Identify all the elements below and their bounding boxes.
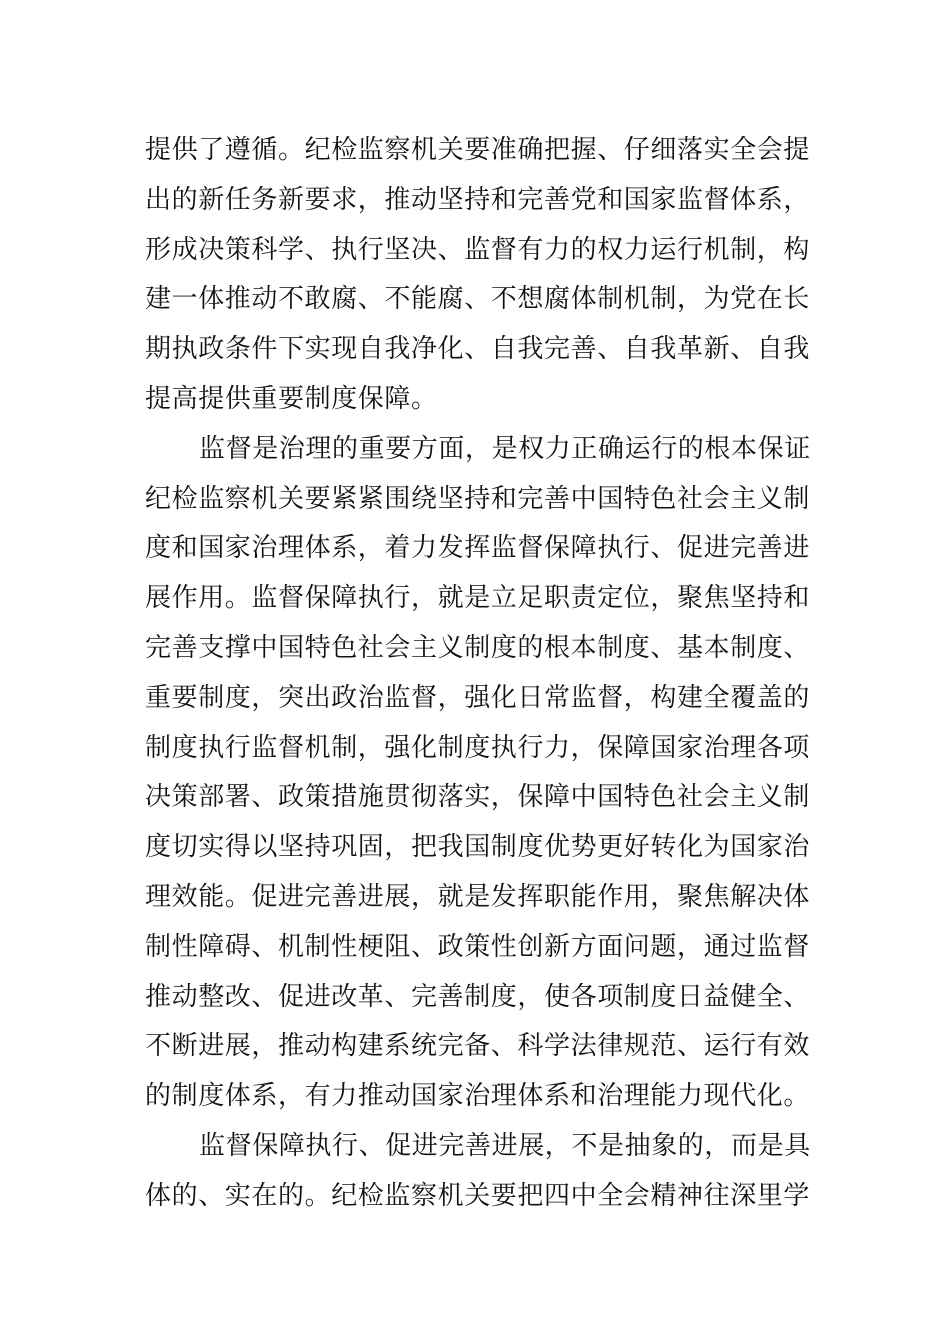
text-line: 形成决策科学、执行坚决、监督有力的权力运行机制，构 — [145, 234, 811, 265]
document-page — [145, 126, 810, 1222]
text-line: 度切实得以坚持巩固，把我国制度优势更好转化为国家治 — [145, 832, 811, 863]
text-line: 提供了遵循。纪检监察机关要准确把握、仔细落实全会提 — [145, 135, 811, 165]
text-line: 不断进展，推动构建系统完备、科学法律规范、运行有效 — [145, 1031, 811, 1062]
text-line: 期执政条件下实现自我净化、自我完善、自我革新、自我 — [145, 334, 811, 365]
paragraph — [145, 1122, 810, 1222]
text-line: 推动整改、促进改革、完善制度，使各项制度日益健全、 — [145, 981, 811, 1012]
text-line: 制度执行监督机制，强化制度执行力，保障国家治理各项 — [145, 732, 811, 763]
text-line: 制性障碍、机制性梗阻、政策性创新方面问题，通过监督 — [145, 931, 811, 962]
text-line: 出的新任务新要求，推动坚持和完善党和国家监督体系， — [145, 184, 811, 215]
paragraph — [145, 126, 810, 425]
text-line: 监督是治理的重要方面，是权力正确运行的根本保证 — [199, 433, 811, 464]
text-line: 决策部署、政策措施贯彻落实，保障中国特色社会主义制 — [145, 782, 811, 813]
text-line: 体的、实在的。纪检监察机关要把四中全会精神往深里学 — [145, 1180, 811, 1211]
text-line: 的制度体系，有力推动国家治理体系和治理能力现代化。 — [145, 1081, 811, 1112]
text-line: 提高提供重要制度保障。 — [145, 383, 438, 414]
text-line: 建一体推动不敢腐、不能腐、不想腐体制机制，为党在长 — [145, 284, 811, 315]
text-line: 重要制度，突出政治监督，强化日常监督，构建全覆盖的 — [145, 682, 811, 713]
paragraph — [145, 425, 810, 1122]
text-line: 纪检监察机关要紧紧围绕坚持和完善中国特色社会主义制 — [145, 483, 811, 514]
text-line: 展作用。监督保障执行，就是立足职责定位，聚焦坚持和 — [145, 583, 811, 614]
text-line: 完善支撑中国特色社会主义制度的根本制度、基本制度、 — [145, 632, 811, 663]
text-line: 监督保障执行、促进完善进展，不是抽象的，而是具 — [199, 1130, 811, 1161]
text-line: 理效能。促进完善进展，就是发挥职能作用，聚焦解决体 — [145, 881, 811, 912]
text-line: 度和国家治理体系，着力发挥监督保障执行、促进完善进 — [145, 533, 811, 564]
